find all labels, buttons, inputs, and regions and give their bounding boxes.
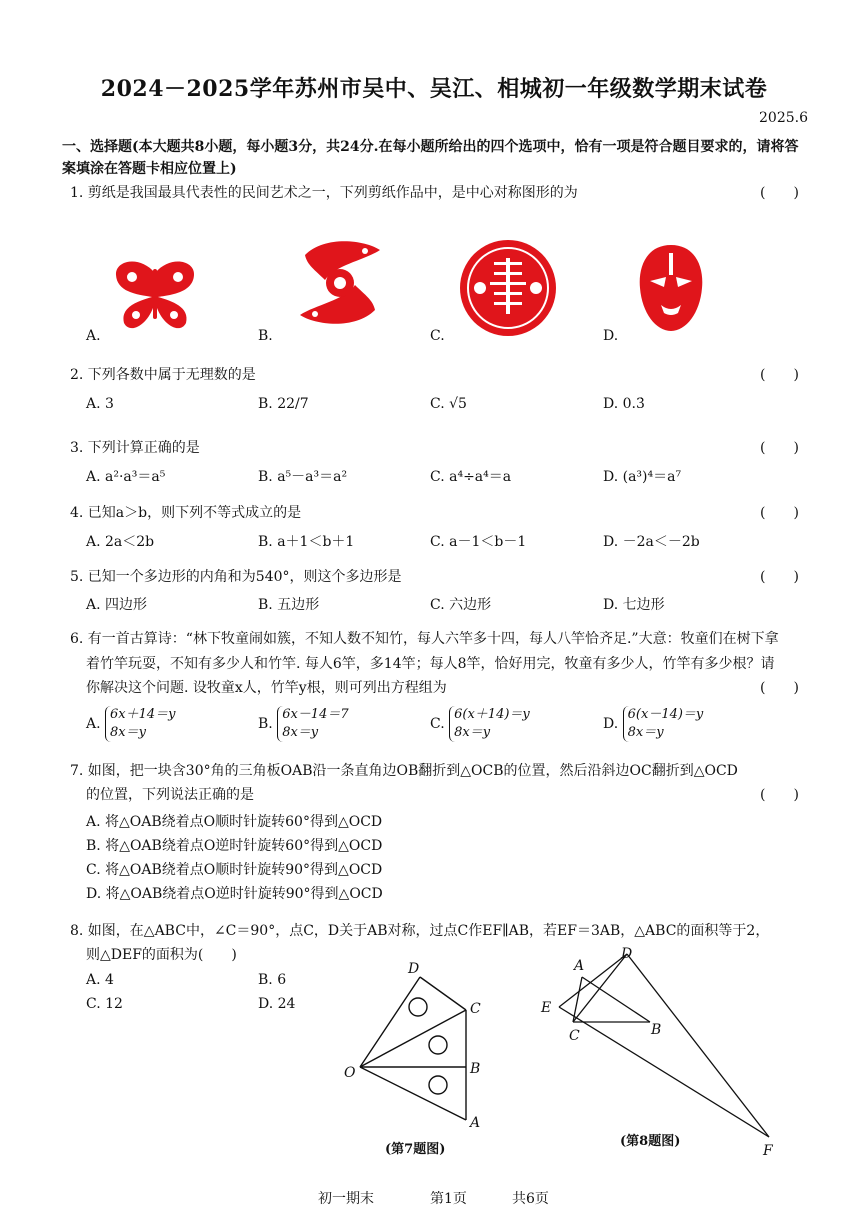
q2-answer-paren: ( ) <box>760 367 799 383</box>
q5-option-b: B. 五边形 <box>258 597 320 613</box>
figure-7-diagram <box>330 955 500 1165</box>
q6-option-c-system: 6(x＋14)＝y 8x＝y <box>449 706 530 742</box>
q6-stem-line1: 6. 有一首古算诗：“林下牧童闹如簇，不知人数不知竹，每人六竿多十四，每人八竿恰齐足.”大意：牧童们在树下拿 <box>70 631 779 647</box>
butterfly-papercut-image <box>110 255 200 335</box>
q1-option-a: A. <box>86 328 101 344</box>
q6-option-c <box>430 706 530 742</box>
fig7-caption: (第7题图) <box>385 1142 446 1157</box>
figure-8-diagram <box>535 940 785 1160</box>
q6-option-d <box>603 706 703 742</box>
q6-option-a-system: 6x＋14＝y 8x＝y <box>105 706 176 742</box>
q1-option-b: B. <box>258 328 273 344</box>
fig8-edge-ab <box>582 977 650 1022</box>
q6-option-b-label: B. <box>258 716 273 732</box>
q3-option-a: A. a²·a³＝a⁵ <box>86 469 166 485</box>
fig8-edge-df <box>627 954 769 1137</box>
q2-stem: 2. 下列各数中属于无理数的是 <box>70 367 256 383</box>
q6-option-a <box>86 706 176 742</box>
q2-option-c: C. √5 <box>430 396 467 412</box>
q6-option-d-label: D. <box>603 716 619 732</box>
q5-option-d: D. 七边形 <box>603 597 665 613</box>
q8-option-d: D. 24 <box>258 996 296 1012</box>
q6-stem-line3: 你解决这个问题. 设牧童x人，竹竿y根，则可列出方程组为 <box>86 680 447 696</box>
q4-option-a: A. 2a＜2b <box>86 534 155 550</box>
fig7-label-o: O <box>344 1065 356 1081</box>
q8-option-b: B. 6 <box>258 972 287 988</box>
fig7-hole-1 <box>409 998 427 1016</box>
q1-answer-paren: ( ) <box>760 185 799 201</box>
q3-answer-paren: ( ) <box>760 440 799 456</box>
q7-option-a: A. 将△OAB绕着点O顺时针旋转60°得到△OCD <box>86 814 383 830</box>
fig8-label-c: C <box>569 1028 580 1044</box>
fig8-label-b: B <box>651 1022 662 1038</box>
fish-papercut-image <box>295 235 385 330</box>
q1-stem: 1. 剪纸是我国最具代表性的民间艺术之一，下列剪纸作品中，是中心对称图形的为 <box>70 185 578 201</box>
q4-option-c: C. a－1＜b－1 <box>430 534 527 550</box>
q8-option-a: A. 4 <box>86 972 114 988</box>
footer-page: 第1页 <box>430 1191 467 1207</box>
fig7-hole-3 <box>429 1076 447 1094</box>
fig8-edge-ef <box>559 1007 769 1137</box>
q5-stem: 5. 已知一个多边形的内角和为540°，则这个多边形是 <box>70 569 402 585</box>
double-happiness-papercut-image <box>458 238 558 338</box>
q7-option-c: C. 将△OAB绕着点O顺时针旋转90°得到△OCD <box>86 862 383 878</box>
q4-answer-paren: ( ) <box>760 505 799 521</box>
fig7-edge-oa <box>360 1067 466 1120</box>
opera-mask-papercut-image <box>636 243 706 333</box>
fig7-hole-2 <box>429 1036 447 1054</box>
q1-option-c: C. <box>430 328 445 344</box>
q2-option-d: D. 0.3̇ <box>603 396 645 412</box>
q6-option-c-label: C. <box>430 716 445 732</box>
q5-answer-paren: ( ) <box>760 569 799 585</box>
q3-option-b: B. a⁵－a³＝a² <box>258 469 348 485</box>
q7-stem-line1: 7. 如图，把一块含30°角的三角板OAB沿一条直角边OB翻折到△OCB的位置，然后沿斜边OC翻折到△OCD <box>70 763 738 779</box>
q6-option-a-label: A. <box>86 716 101 732</box>
q6-option-d-system: 6(x－14)＝y 8x＝y <box>623 706 704 742</box>
q2-option-a: A. 3 <box>86 396 114 412</box>
fig7-edge-od <box>360 977 420 1067</box>
q4-option-b: B. a＋1＜b＋1 <box>258 534 355 550</box>
q6-option-b <box>258 706 349 742</box>
q4-option-d: D. －2a＜－2b <box>603 534 700 550</box>
fig7-label-c: C <box>470 1001 481 1017</box>
fig8-edge-de <box>559 954 627 1007</box>
q6-stem-line2: 着竹竿玩耍，不知有多少人和竹竿. 每人6竿，多14竿；每人8竿，恰好用完，牧童有多少人，竹竿有多少根？请 <box>86 656 775 672</box>
q6-option-b-system: 6x－14＝7 8x＝y <box>277 706 348 742</box>
q7-option-d: D. 将△OAB绕着点O逆时针旋转90°得到△OCD <box>86 886 383 902</box>
q7-stem-line2: 的位置，下列说法正确的是 <box>86 787 254 803</box>
q5-option-c: C. 六边形 <box>430 597 492 613</box>
q1-option-d: D. <box>603 328 619 344</box>
fig7-label-b: B <box>470 1061 481 1077</box>
fig8-label-d: D <box>621 946 633 962</box>
fig8-label-a: A <box>574 958 585 974</box>
q8-stem-line1: 8. 如图，在△ABC中，∠C＝90°，点C，D关于AB对称，过点C作EF∥AB，若EF＝3AB，△ABC的面积等于2， <box>70 923 770 939</box>
fig7-edge-oc <box>360 1010 466 1067</box>
q6-answer-paren: ( ) <box>760 680 799 696</box>
fig8-label-e: E <box>541 1000 552 1016</box>
fig8-edge-ac <box>573 977 582 1022</box>
q3-stem: 3. 下列计算正确的是 <box>70 440 200 456</box>
footer-course: 初一期末 <box>318 1191 374 1207</box>
fig7-label-a: A <box>470 1115 481 1131</box>
section-heading: 一、选择题(本大题共8小题，每小题3分，共24分.在每小题所给出的四个选项中，恰有一项是符合题目要求的，请将答案填涂在答题卡相应位置上) <box>62 139 799 177</box>
fig7-label-d: D <box>408 961 420 977</box>
q8-option-c: C. 12 <box>86 996 123 1012</box>
q4-stem: 4. 已知a＞b，则下列不等式成立的是 <box>70 505 302 521</box>
fig8-caption: (第8题图) <box>620 1134 681 1149</box>
fig8-label-f: F <box>763 1143 773 1159</box>
q7-answer-paren: ( ) <box>760 787 799 803</box>
q7-option-b: B. 将△OAB绕着点O逆时针旋转60°得到△OCD <box>86 838 383 854</box>
q3-option-c: C. a⁴÷a⁴＝a <box>430 469 512 485</box>
exam-title: 2024－2025学年苏州市吴中、吴江、相城初一年级数学期末试卷 <box>100 76 768 102</box>
q2-option-b: B. 22/7 <box>258 396 309 412</box>
exam-date: 2025.6 <box>759 110 808 126</box>
q5-option-a: A. 四边形 <box>86 597 148 613</box>
q8-stem-line2: 则△DEF的面积为( ) <box>86 947 237 963</box>
q3-option-d: D. (a³)⁴＝a⁷ <box>603 469 682 485</box>
footer-total: 共6页 <box>512 1191 549 1207</box>
